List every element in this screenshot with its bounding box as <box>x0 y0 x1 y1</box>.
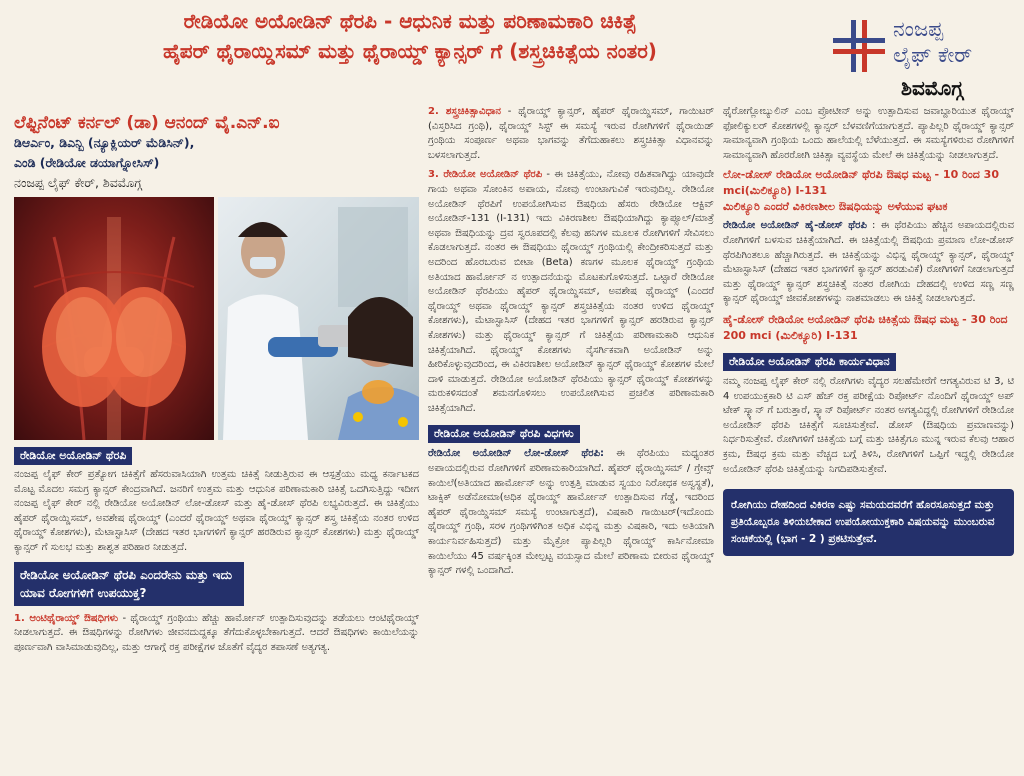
doctor-patient-icon <box>218 197 419 440</box>
low-dose-level-heading: ಲೋ-ಡೋಸ್ ರೇಡಿಯೋ ಅಯೋಡಿನ್ ಥೆರಪಿ ಔಷಧ ಮಟ್ಟ - 10 ರಿಂದ 30 mci(ಮಿಲಿಕ್ಯೂರಿ) I-131 <box>723 168 999 198</box>
section-heading-procedure: ರೇಡಿಯೋ ಅಯೋಡಿನ್ ಥೆರಪಿ ಕಾರ್ಯವಿಧಾನ <box>723 353 896 371</box>
next-issue-notice: ರೋಗಿಯು ದೇಹದಿಂದ ವಿಕಿರಣ ಎಷ್ಟು ಸಮಯದವರೆಗೆ ಹೊರಸೂಸುತ್ತದೆ ಮತ್ತು ಪ್ರತಿಯೊಬ್ಬರೂ ತಿಳಿಯಬೇಕಾದ ಉಪಯೋಯುಕ್ತಕಾರಿ ವಿಷಯವನ್ನು ಮುಂಬರುವ ಸಂಚಿಕೆಯಲ್ಲಿ (ಭಾಗ - 2 ) ಪ್ರಕಟಿಸುತ್ತೇವೆ. <box>723 489 1014 556</box>
point-3-paragraph <box>428 168 714 416</box>
section-heading-rai: ರೇಡಿಯೋ ಅಯೋಡಿನ್ ಥೆರಪಿ <box>14 447 132 465</box>
author-degree-2: ಎಂಡಿ (ರೇಡಿಯೋ ಡಯಾಗ್ನೋಸಿಸ್) <box>14 155 160 170</box>
point-1-text: - ಥೈರಾಯ್ಡ್ ಗ್ರಂಥಿಯು ಹೆಚ್ಚು ಹಾರ್ಮೋನ್ ಉತ್ಪಾದಿಸುವುದನ್ನು ತಡೆಯಲು ಆಂಟಿಥೈರಾಯ್ಡ್ ನೀಡಲಾಗುತ್ತದೆ. ಈ ಔಷಧಿಗಳನ್ನು ರೋಗಿಗಳು ಜೀವನದುದ್ದಕ್ಕೂ ತೆಗೆದುಕೊಳ್ಳಬೇಕಾಗುತ್ತದೆ. ಆದರೆ ಔಷಧಿಗಳು ಕಾಯಿಲೆಯನ್ನು ಪೂರ್ಣವಾಗಿ ವಾಸಿಮಾಡುವುದಿಲ್ಲ, ಮತ್ತು ಆಗಾಗ್ಗೆ ರಕ್ತ ಪರೀಕ್ಷೆಗಳ ಜೊತೆಗೆ ವೈದ್ಯರ ತಪಾಸಣೆ ಅತ್ಯಗತ್ಯ. <box>14 612 419 653</box>
procedure-paragraph: ನಮ್ಮ ನಂಜಪ್ಪ ಲೈಫ್ ಕೇರ್ ನಲ್ಲಿ ರೋಗಿಗಳು ವೈದ್ಯರ ಸಲಹೆಮೇರೆಗೆ ಆಗತ್ಯವಿರುವ ಟಿ 3, ಟಿ 4 ಉಪಯುಕ್ತಕಾರಿ ಟಿ ಎಸ್ ಹೆಚ್ ರಕ್ತ ಪರೀಕ್ಷೆಯ ರಿಪೋರ್ಟ್ ನೊಂದಿಗೆ ಥೈರಾಯ್ಡ್ ಅಪ್ ಟೇಕ್ ಸ್ಕ್ಯಾನ್ ಗೆ ಬರುತ್ತಾರೆ, ಸ್ಕ್ಯಾನ್ ರಿಪೋರ್ಟ್ ನಂತರ ಅಗತ್ಯವಿದ್ದಲ್ಲಿ ರೋಗಿಗಳಿಗೆ ರೇಡಿಯೋ ಅಯೋಡಿನ್ ಥೆರಪಿ ಚಿಕಿತ್ಸೆಗೆ ಸೂಚಿಸುತ್ತೇವೆ. ಡೋಸ್ (ಔಷಧಿಯ ಪ್ರಮಾಣವನ್ನು) ನಿರ್ಧರಿಸುತ್ತೇವೆ. ರೋಗಿಗಳಿಗೆ ಚಿಕಿತ್ಸೆಯ ಬಗ್ಗೆ ಮತ್ತು ಚಿಕಿತ್ಸೆಗೂ ಮುನ್ನ ಇರುವ ಕೆಲವು ಆಹಾರ ಕ್ರಮ, ಔಷಧ ಕ್ರಮ ಮತ್ತು ವೆಚ್ಚದ ಬಗ್ಗೆ ತಿಳಿಸಿ, ರೋಗಿಗಳಿಗೆ ಒಪ್ಪಿಗೆ ಇದ್ದಲ್ಲಿ ರೇಡಿಯೋ ಅಯೋಡಿನ್ ಥೆರಪಿ ಚಿಕಿತ್ಸೆಯನ್ನು ನಿಗದಿಪಡಿಸುತ್ತೇವೆ. <box>723 375 1014 475</box>
hospital-logo <box>829 10 1014 106</box>
point-2-text: - ಥೈರಾಯ್ಡ್ ಕ್ಯಾನ್ಸರ್, ಹೈಪರ್ ಥೈರಾಯ್ಡಿಸಮ್, ಗಾಯಿಟರ್ (ವಿಸ್ತರಿಸಿದ ಗ್ರಂಥಿ), ಥೈರಾಯ್ಡ್ ಸಿಸ್ಟ್ ಈ ಸಮಸ್ಯೆ ಇರುವ ರೋಗಿಗಳಿಗೆ ಥೈರಾಯಿಡ್ ಗ್ರಂಥಿಯ ಸಂಪೂರ್ಣ ಅಥವಾ ಭಾಗವನ್ನು ತೆಗೆದುಹಾಕಲು ಶಸ್ತ್ರಚಿಕಿತ್ಸಾ ವಿಧಾನವನ್ನು ಬಳಸಲಾಗುತ್ತದೆ. <box>428 106 715 161</box>
high-dose-paragraph <box>723 219 1014 307</box>
point-1-label: 1. ಆಂಟಿಥೈರಾಯ್ಡ್ ಔಷಧಿಗಳು <box>14 612 119 624</box>
column-1 <box>14 105 419 655</box>
high-dose-text: : ಈ ಥೆರಪಿಯು ಹೆಚ್ಚಿನ ಅಪಾಯದಲ್ಲಿರುವ ರೋಗಿಗಳಿಗೆ ಬಳಸುವ ಚಿಕಿತ್ಸೆಯಾಗಿದೆ. ಈ ಚಿಕಿತ್ಸೆಯಲ್ಲಿ ಔಷಧಿಯ ಪ್ರಮಾಣ ಲೋ-ಡೋಸ್ ಥೆರಪಿಗಿಂತಲೂ ಹೆಚ್ಚಾಗಿರುತ್ತದೆ. ಈ ಚಿಕಿತ್ಸೆಯನ್ನು ವಿಭಿನ್ನ ಥೈರಾಯ್ಡ್ ಕ್ಯಾನ್ಸರ್, ಥೈರಾಯ್ಡ್ ಮೆಟಾಸ್ಟಾಸಿಸ್ (ದೇಹದ ಇತರ ಭಾಗಗಳಿಗೆ ಕ್ಯಾನ್ಸರ್ ಹರಡುವಿಕೆ) ರೋಗಿಗಳಿಗೆ ನೀಡಲಾಗುತ್ತದೆ ಮತ್ತು ಥೈರಾಯ್ಡ್ ಕ್ಯಾನ್ಸರ್ ಶಸ್ತ್ರಚಿಕಿತ್ಸೆ ನಂತರ ರೋಗಿಯ ದೇಹದಲ್ಲಿ ಉಳಿದ ಸಣ್ಣ ಸಣ್ಣ ಕ್ಯಾನ್ಸರ್ ಥೈರಾಯ್ಡ್ ಜೀವಕೋಶಗಳನ್ನು ನಾಶಮಾಡಲು ಈ ಚಿಕಿತ್ಸೆ ನೀಡಲಾಗುತ್ತದೆ. <box>723 220 1014 305</box>
point-2-paragraph <box>428 105 714 163</box>
author-name: ಲೆಫ್ಟಿನೆಂಟ್ ಕರ್ನಲ್ (ಡಾ) ಆನಂದ್ ವೈ.ಎನ್.ಐ <box>14 113 280 133</box>
point-3-label: 3. ರೇಡಿಯೋ ಅಯೋಡಿನ್ ಥೆರಪಿ <box>428 169 543 181</box>
mci-definition: ಮಿಲಿಕ್ಯೂರಿ ಎಂದರೆ ವಿಕಿರಣಶೀಲ ಔಷಧಿಯನ್ನು ಅಳೆಯುವ ಘಟಕ <box>723 200 948 214</box>
thyroid-illustration <box>14 197 214 440</box>
column-3 <box>723 105 1014 556</box>
point-3-text: - ಈ ಚಿಕಿತ್ಸೆಯು, ನೋವು ರಹಿತವಾಗಿದ್ದು ಯಾವುದೇ ಗಾಯ ಅಥವಾ ಸೋಂಕಿನ ಅಪಾಯ, ನೋವು ಉಂಟಾಗುವಿಕೆ ಇರುವುದಿಲ್ಲ. ರೇಡಿಯೋ ಅಯೋಡಿನ್ ಥೆರಪಿಗೆ ಉಪಯೋಗಿಸುವ ಔಷಧಿಯ ಹೆಸರು ರೇಡಿಯೋ ಆಕ್ಟಿವ್ ಅಯೋಡಿನ್-131 (I-131) ಇದು ವಿಕಿರಣಶೀಲ ಔಷಧಿಯಾಗಿದ್ದು ಕ್ಯಾಪ್ಸೂಲ್/ಮಾತ್ರೆ ಅಥವಾ ಔಷಧಿಯನ್ನು ದ್ರವ ಸ್ವರೂಪದಲ್ಲಿ ಕೆಲವು ಹನಿಗಳ ಮೂಲಕ ರೋಗಿಗಳಿಗೆ ಸೇವಿಸಲು ಕೊಡಲಾಗುತ್ತದೆ. ನಂತರ ಈ ಔಷಧಿಯು ಥೈರಾಯ್ಡ್ ಗ್ರಂಥಿಯಲ್ಲಿ ಕೇಂದ್ರೀಕರಿಸುತ್ತದೆ ಮತ್ತು ಅದರಿಂದ ಹೊರಬರುವ ಬೀಟಾ (Beta) ಕಣಗಳ ಮೂಲಕ ಥೈರಾಯ್ಡ್ ಗ್ರಂಥಿಯ ಅತಿಯಾದ ಹಾರ್ಮೋನ್ ನ ಉತ್ಪಾದನೆಯನ್ನು ಮೊಟಕುಗೊಳಿಸುತ್ತದೆ. ಒಟ್ಟಾರೆ ರೇಡಿಯೋ ಅಯೋಡಿನ್ ಥೆರಪಿಯು ಹೈಪರ್ ಥೈರಾಯ್ಡಿಸಮ್, ಅವಶೇಷ ಥೈರಾಯ್ಡ್ (ಎಂದರೆ ಥೈರಾಯ್ಡ್ ಅಥವಾ ಥೈರಾಯ್ಡ್ ಕ್ಯಾನ್ಸರ್ ಶಸ್ತ್ರಚಿಕಿತ್ಸೆಯ ನಂತರ ಉಳಿದ ಥೈರಾಯ್ಡ್ ಕೋಶಗಳು), ಮೆಟಾಸ್ಟಾಸಿಸ್ (ದೇಹದ ಇತರ ಭಾಗಗಳಿಗೆ ಕ್ಯಾನ್ಸರ್ ಹರಡಿರುವ ಕ್ಯಾನ್ಸರ್ ಕೋಶಗಳು) ಮತ್ತು ಥೈರಾಯ್ಡ್ ಕ್ಯಾನ್ಸರ್ ಗೆ ಚಿಕಿತ್ಸೆಯ ಪರಿಣಾಮಕಾರಿ ಆಧುನಿಕ ಚಿಕಿತ್ಸೆಯಾಗಿದೆ. ಥೈರಾಯ್ಡ್ ಕೋಶಗಳು ನೈಸರ್ಗಿಕವಾಗಿ ಅಯೋಡಿನ್ ಅನ್ನು ಹೀರಿಕೊಳ್ಳುವುದರಿಂದ, ಈ ವಿಕಿರಣಶೀಲ ಅಯೋಡಿನ್ ಕ್ಯಾನ್ಸರ್ ಥೈರಾಯ್ಡ್ ಕೋಶಗಳ ಮೇಲೆ ದಾಳಿ ಮಾಡುತ್ತದೆ. ರೇಡಿಯೋ ಅಯೋಡಿನ್ ಥೆರಪಿಯು ಕ್ಯಾನ್ಸರ್ ಥೈರಾಯ್ಡ್ ಕೋಶಗಳನ್ನು ಮರುಕಳಿಸದಂತೆ ಶಮನಗೊಳಿಸಲು ಉಪಯೋಗಿಸುವ ಪ್ರಚಲಿತ ಪರಿಣಾಮಕಾರಿ ಚಿಕಿತ್ಸೆಯಾಗಿದೆ. <box>428 169 714 414</box>
author-degree-1: ಡಿಆರ್ಎಂ, ಡಿಎನ್ಬಿ (ನ್ಯೂಕ್ಲಿಯರ್ ಮೆಡಿಸಿನ್), <box>14 135 195 150</box>
high-dose-label: ರೇಡಿಯೋ ಅಯೋಡಿನ್ ಹೈ-ಡೋಸ್ ಥೆರಪಿ <box>723 220 867 232</box>
article-images <box>14 197 419 440</box>
title-line-1: ರೇಡಿಯೋ ಅಯೋಡಿನ್ ಥೆರಪಿ - ಆಧುನಿಕ ಮತ್ತು ಪರಿಣಾಮಕಾರಿ ಚಿಕಿತ್ಸೆ <box>183 9 637 33</box>
title-line-2: ಹೈಪರ್ ಥೈರಾಯ್ಡಿಸಮ್ ಮತ್ತು ಥೈರಾಯ್ಡ್ ಕ್ಯಾನ್ಸರ್ ಗೆ (ಶಸ್ತ್ರಚಿಕಿತ್ಸೆಯ ನಂತರ) <box>163 39 657 63</box>
high-dose-level-heading: ಹೈ-ಡೋಸ್ ರೇಡಿಯೋ ಅಯೋಡಿನ್ ಥೆರಪಿ ಚಿಕಿತ್ಸೆಯ ಔಷಧ ಮಟ್ಟ - 30 ರಿಂದ 200 mci (ಮಿಲಿಕ್ಯೂರಿ) I-131 <box>723 312 1008 342</box>
section-heading-what: ರೇಡಿಯೋ ಅಯೋಡಿನ್ ಥೆರಪಿ ಎಂದರೇನು ಮತ್ತು ಇದು ಯಾವ ರೋಗಗಳಿಗೆ ಉಪಯುಕ್ತ? <box>14 562 244 606</box>
section-heading-types: ರೇಡಿಯೋ ಅಯೋಡಿನ್ ಥೆರಪಿ ವಿಧಗಳು <box>428 425 580 443</box>
header <box>0 6 820 66</box>
point-1-paragraph <box>14 612 419 656</box>
logo-city: ಶಿವಮೊಗ್ಗ <box>901 76 964 100</box>
low-dose-paragraph <box>428 447 714 578</box>
patient-therapy-photo <box>218 197 419 440</box>
point-2-label: 2. ಶಸ್ತ್ರಚಿಕಿತ್ಸಾವಿಧಾನ <box>428 106 501 117</box>
column-2 <box>428 105 714 579</box>
author-location: ನಂಜಪ್ಪ ಲೈಫ್ ಕೇರ್, ಶಿವಮೊಗ್ಗ <box>14 175 142 190</box>
col3-intro: ಥೈರೋಗ್ಲೋಬ್ಯುಲಿನ್ ಎಂಬ ಪ್ರೋಟೀನ್ ಅನ್ನು ಉತ್ಪಾದಿಸುವ ಜವಾಬ್ದಾರಿಯುತ ಥೈರಾಯ್ಡ್ ಫೋಲಿಕ್ಯುಲರ್ ಕೋಶಗಳಲ್ಲಿ ಕ್ಯಾನ್ಸರ್ ಬೆಳವಣಿಗೆಯಾಗುತ್ತದೆ. ಪ್ಯಾಪಿಲ್ಲರಿ ಥೈರಾಯ್ಡ್ ಕ್ಯಾನ್ಸರ್ ಸಾಮಾನ್ಯವಾಗಿ ಗ್ರಂಥಿಯ ಒಂದು ಹಾಲೆಯಲ್ಲಿ ಬೆಳೆಯುತ್ತದೆ. ಈ ಸಮಸ್ಯೆಗಳಿರುವ ರೋಗಿಗಳಿಗೆ ಸಾಮಾನ್ಯವಾಗಿ ಹೊರರೋಗಿ ಚಿಕಿತ್ಸಾ ವ್ಯವಸ್ಥೆಯ ಮೇಲೆ ಈ ಚಿಕಿತ್ಸೆಯನ್ನು ನೀಡಲಾಗುತ್ತದೆ. <box>723 106 1014 161</box>
logo-name: ನಂಜಪ್ಪ ಲೈಫ್ ಕೇರ್ <box>893 17 973 67</box>
intro-paragraph: ನಂಜಪ್ಪ ಲೈಫ್ ಕೇರ್ ಪ್ರತ್ಯೋಗ ಚಿಕಿತ್ಸೆಗೆ ಹೆಸರುವಾಸಿಯಾಗಿ ಉತ್ತಮ ಚಿಕಿತ್ಸೆ ನೀಡುತ್ತಿರುವ ಈ ಆಸ್ಪತ್ರೆಯು ಮಧ್ಯ ಕರ್ನಾಟಕದ ಮೊಟ್ಟ ಮೊದಲ ಸಮಗ್ರ ಕ್ಯಾನ್ಸರ್ ಕೇಂದ್ರವಾಗಿದೆ. ಜನರಿಗೆ ಉತ್ತಮ ಮತ್ತು ಆಧುನಿಕ ಪರಿಣಾಮಕಾರಿ ಚಿಕಿತ್ಸೆ ಒದಗಿಸುತ್ತಿದ್ದು ಇದೀಗ ನಂಜಪ್ಪ ಲೈಫ್ ಕೇರ್ ನಲ್ಲಿ ರೇಡಿಯೋ ಅಯೋಡಿನ್ ಲೋ-ಡೋಸ್ ಮತ್ತು ಹೈ-ಡೋಸ್ ಥೆರಪಿ ಲಭ್ಯವಿರುತ್ತದೆ. ಈ ಚಿಕಿತ್ಸೆಯು ಹೈಪರ್ ಥೈರಾಯ್ಡಿಸಮ್, ಅವಶೇಷ ಥೈರಾಯ್ಡ್ (ಎಂದರೆ ಥೈರಾಯ್ಡ್ ಅಥವಾ ಥೈರಾಯ್ಡ್ ಕ್ಯಾನ್ಸರ್ ಶಸ್ತ್ರ ಚಿಕಿತ್ಸೆಯ ನಂತರ ಉಳಿದ ಥೈರಾಯ್ಡ್ ಕೋಶಗಳು), ಮೆಟಾಸ್ಟಾಸಿಸ್ (ದೇಹದ ಇತರ ಭಾಗಗಳಿಗೆ ಕ್ಯಾನ್ಸರ್ ಹರಡಿರುವ ಕ್ಯಾನ್ಸರ್ ಕೋಶಗಳು) ಮತ್ತು ಥೈರಾಯ್ಡ್ ಕ್ಯಾನ್ಸರ್ ಗೆ ಸುಲಭ ಮತ್ತು ಶಾಶ್ವತ ಪರಿಹಾರ ನೀಡುತ್ತದೆ. <box>14 469 419 553</box>
thyroid-gland-icon <box>14 197 214 440</box>
low-dose-text: ಈ ಥೆರಪಿಯು ಮಧ್ಯಂತರ ಅಪಾಯದಲ್ಲಿರುವ ರೋಗಿಗಳಿಗೆ ಪರಿಣಾಮಕಾರಿಯಾಗಿದೆ. ಹೈಪರ್ ಥೈರಾಯ್ಡಿಸಮ್ / ಗ್ರೇವ್ಸ್ ಕಾಯಿಲೆ(ಅತಿಯಾದ ಹಾರ್ಮೋನ್ ಅನ್ನು ಉತ್ಪತ್ತಿ ಮಾಡುವ ಸ್ವಯಂ ನಿರೋಧಕ ಅಸ್ವಸ್ಥತೆ), ಟಾಕ್ಸಿಕ್ ಅಡೆನೋಮಾ(ಅಧಿಕ ಥೈರಾಯ್ಡ್ ಹಾರ್ಮೋನ್ ಉತ್ಪಾದಿಸುವ ಗೆಡ್ಡೆ, ಇದರಿಂದ ಹೈಪರ್ ಥೈರಾಯ್ಡಿಸಮ್ ಸಮಸ್ಯೆ ಉಂಟಾಗುತ್ತದೆ), ವಿಷಕಾರಿ ಗಾಯಿಟರ್(ಇದೊಂದು ಥೈರಾಯ್ಡ್ ಗ್ರಂಥಿ, ಸರಳ ಗ್ರಂಥಿಗಳಿಗಿಂತ ಅಧಿಕ ವಿಭಿನ್ನ ಮತ್ತು ವಿಷಕಾರಿ, ಇದು ಅತಿಯಾಗಿ ಕಾರ್ಯನಿರ್ವಹಿಸುತ್ತದೆ) ಮತ್ತು ಮೈಕ್ರೋ ಪ್ಯಾಪಿಲ್ಲರಿ ಥೈರಾಯ್ಡ್ ಕಾರ್ಸಿನೋಮಾ ಕಾಯಿಲೆಯು 45 ವರ್ಷಕ್ಕಿಂತ ಮೇಲ್ಪಟ್ಟ ವಯಸ್ಸಾದ ಮೇಲೆ ಪರಿಣಾಮ ಬೀರುವ ಥೈರಾಯ್ಡ್ ಕ್ಯಾನ್ಸರ್ ಗಳಲ್ಲಿ ಒಂದಾಗಿದೆ. <box>428 448 714 577</box>
medical-cross-icon <box>829 16 889 76</box>
low-dose-label: ರೇಡಿಯೋ ಅಯೋಡಿನ್ ಲೋ-ಡೋಸ್ ಥೆರಪಿ: <box>428 448 604 460</box>
